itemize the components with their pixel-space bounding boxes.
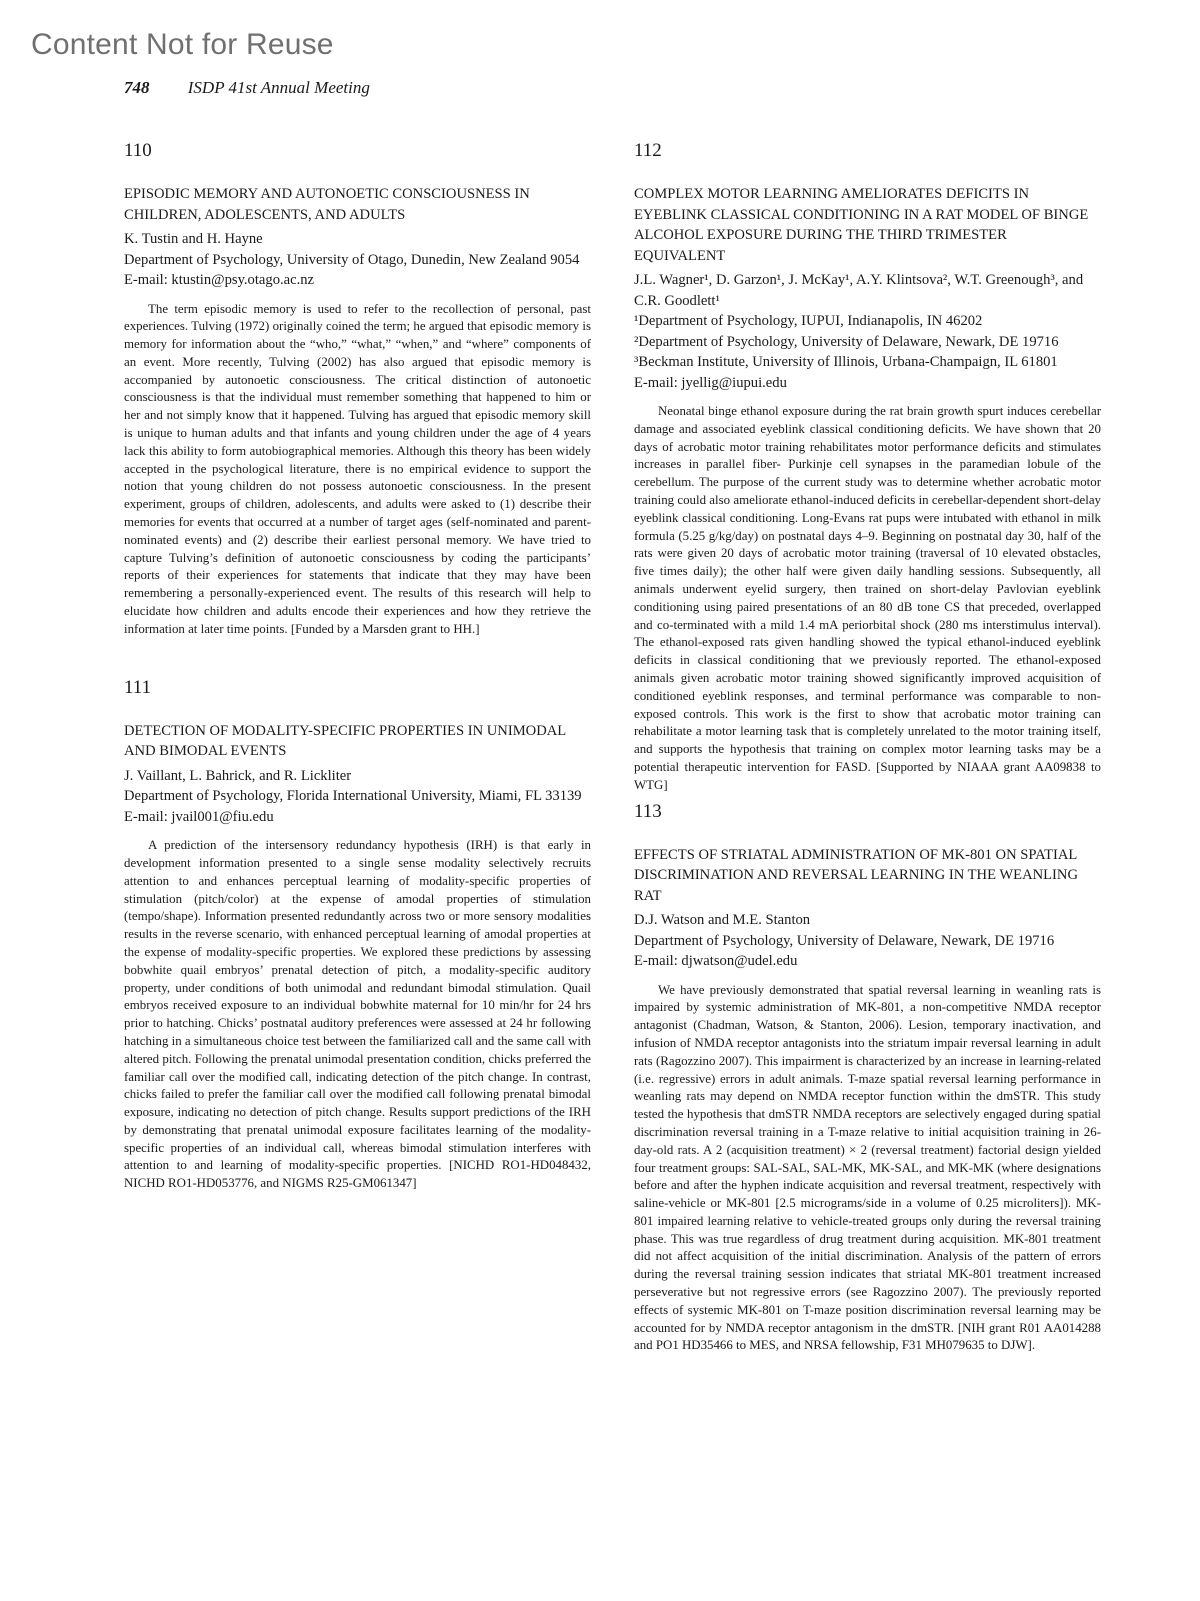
abstract-number: 112 [634, 140, 662, 161]
abstract-title: COMPLEX MOTOR LEARNING AMELIORATES DEFICITS IN EYEBLINK CLASSICAL CONDITIONING IN A RAT MODEL OF BINGE ALCOHOL EXPOSURE DURING THE THIRD TRIMESTER EQUIVALENT [634, 186, 1089, 264]
abstract-body: A prediction of the intersensory redundancy hypothesis (IRH) is that early in development information presented to a single sense modality selectively recruits attention to and enhances perceptual learning of modality-specific properties of stimulation (pitch/color) at the expense of amodal properties of stimulation (tempo/shape). Information presented redundantly across two or more sensory modalities results in the reverse scenario, with enhanced perceptual learning of amodal properties at the expense of modality-specific properties. We explored these predictions by assessing bobwhite quail embryos’ prenatal detection of pitch, a modality-specific auditory property, under conditions of both unimodal and redundant bimodal stimulation. Quail embryos received exposure to an individual bobwhite maternal for 10 min/hr for 24 hrs prior to hatching. Chicks’ postnatal auditory preferences were assessed at 24 hr following hatching in a simultaneous choice test between the familiarized call and the same call with altered pitch. Following the prenatal unimodal presentation condition, chicks preferred the familiar call over the modified call, indicating detection of the pitch change. In contrast, chicks failed to prefer the familiar call over the modified call following prenatal bimodal exposure, indicating no detection of pitch change. Results support predictions of the IRH by demonstrating that prenatal unimodal exposure facilitates learning of the modality-specific properties of an individual call, whereas bimodal stimulation interferes with attention to and learning of modality-specific properties. [NICHD RO1-HD048432, NICHD RO1-HD053776, and NIGMS R25-GM061347] [124, 838, 591, 1191]
abstract-113 [634, 801, 1101, 1356]
abstract-email: E-mail: jyellig@iupui.edu [634, 374, 787, 391]
abstract-authors: J.L. Wagner¹, D. Garzon¹, J. McKay¹, A.Y. Klintsova², W.T. Greenough³, and C.R. Goodlett¹ [634, 272, 1084, 309]
abstract-body: Neonatal binge ethanol exposure during the rat brain growth spurt induces cerebellar damage and associated eyeblink classical conditioning deficits. We have shown that 20 days of acrobatic motor training rehabilitates motor performance deficits and stimulates increases in parallel fiber- Purkinje cell synapses in the paramedian lobule of the cerebellum. The purpose of the current study was to determine whether acrobatic motor training could also ameliorate ethanol-induced deficits in cerebellar-dependent short-delay eyeblink classical conditioning. Long-Evans rat pups were intubated with ethanol in milk formula (5.25 g/kg/day) on postnatal days 4–9. Beginning on postnatal day 30, half of the rats were given 20 days of acrobatic motor training (traversal of 10 elevated obstacles, five times daily); the other half were given daily handling sessions. Subsequently, all animals underwent eyelid surgery, then trained on short-delay Pavlovian eyeblink conditioning using paired presentations of an 80 dB tone CS that preceded, overlapped and co-terminated with a mild 1.4 mA periorbital shock (280 ms interstimulus interval). The ethanol-exposed rats given handling showed the typical ethanol-induced eyeblink deficits in classical conditioning that we previously reported. The ethanol-exposed animals given acrobatic motor training showed significantly improved acquisition of conditioned eyeblink responses, and terminal performance was comparable to non-exposed controls. This work is the first to show that acrobatic motor training can rehabilitate a motor learning task that is completely unrelated to the motor training itself, and supports the hypothesis that training on complex motor learning tasks may be a potential therapeutic intervention for FASD. [Supported by NIAAA grant AA09838 to WTG] [634, 404, 1101, 792]
abstract-number: 110 [124, 140, 152, 161]
abstract-number: 111 [124, 676, 152, 698]
abstract-title: EFFECTS OF STRIATAL ADMINISTRATION OF MK-801 ON SPATIAL DISCRIMINATION AND REVERSAL LEARNING IN THE WEANLING RAT [634, 846, 1078, 904]
abstract-authors: K. Tustin and H. Hayne [124, 231, 263, 247]
abstract-112 [634, 140, 1101, 795]
abstract-body: We have previously demonstrated that spatial reversal learning in weanling rats is impaired by systemic administration of MK-801, a non-competitive NMDA receptor antagonist (Chadman, Watson, & Stanton, 2006). Lesion, temporary inactivation, and infusion of NMDA receptor antagonists into the striatum impair reversal learning in adult rats (Ragozzino 2007). This impairment is characterized by an increase in learning-related (i.e. regressive) errors in adult animals. T-maze spatial reversal learning performance in weanling rats may depend on NMDA receptor function within the dmSTR. This study tested the hypothesis that dmSTR NMDA receptors are selectively engaged during spatial discrimination reversal training in a T-maze relative to initial acquisition training in 26-day-old rats. A 2 (acquisition treatment) × 2 (reversal treatment) factorial design yielded four treatment groups: SAL-SAL, SAL-MK, MK-SAL, and MK-MK (where designations before and after the hyphen indicate acquisition and reversal treatment, respectively with saline-vehicle or MK-801 [2.5 micrograms/side in a volume of 0.25 microliters]). MK-801 impaired learning relative to vehicle-treated groups only during the reversal training phase. This was true regardless of drug treatment during acquisition. MK-801 treatment did not affect acquisition of the initial discrimination. Analysis of the pattern of errors during the reversal training session indicates that striatal MK-801 treatment increased perseverative but not regressive errors (see Ragozzino 2007). The previously reported effects of systemic MK-801 on T-maze position discrimination reversal learning may be accounted for by NMDA receptor antagonism in the dmSTR. [NIH grant R01 AA014288 and PO1 HD35466 to MES, and NRSA fellowship, F31 MH079635 to DJW]. [634, 982, 1101, 1353]
watermark: Content Not for Reuse [31, 28, 334, 61]
abstract-110 [124, 140, 591, 639]
abstract-authors: D.J. Watson and M.E. Stanton [634, 912, 811, 929]
abstract-email: E-mail: ktustin@psy.otago.ac.nz [124, 272, 315, 288]
abstract-title: DETECTION OF MODALITY-SPECIFIC PROPERTIES IN UNIMODAL AND BIMODAL EVENTS [124, 722, 566, 760]
abstract-affiliation: Department of Psychology, University of Otago, Dunedin, New Zealand 9054 [124, 251, 580, 268]
abstract-body: The term episodic memory is used to refer to the recollection of personal, past experiences. Tulving (1972) originally coined the term; he argued that episodic memory is memory for information about the “who,” “what,” “when,” and “where” components of an event. More recently, Tulving (2002) has also argued that episodic memory is accompanied by autonoetic consciousness. The critical distinction of autonoetic consciousness is that the individual must remember something that happened to him or her and not simply know that it happened. Tulving has argued that episodic memory skill is unique to human adults and that infants and young children under the age of 4 years lack this ability to form autobiographical memories. Although this theory has been widely accepted in the psychological literature, there is no empirical evidence to support the notion that young children do not possess autonoetic consciousness. In the present experiment, groups of children, adolescents, and adults were asked to (1) describe their memories for events that occurred at a number of target ages (self-nominated and parent-nominated events) and (2) describe their earliest personal memory. We have tried to capture Tulving’s definition of autonoetic consciousness by coding the participants’ reports of their experiences for statements that indicate that they may have been remembering a personally-experienced event. The results of this research will help to elucidate how children and adults encode their experiences and how they retrieve the information at later time points. [Funded by a Marsden grant to HH.] [124, 301, 591, 636]
running-head [124, 78, 370, 98]
abstract-email: E-mail: djwatson@udel.edu [634, 953, 798, 970]
abstract-affiliation: ³Beckman Institute, University of Illinois, Urbana-Champaign, IL 61801 [634, 354, 1058, 370]
abstract-authors: J. Vaillant, L. Bahrick, and R. Lickliter [124, 767, 352, 784]
journal-title: ISDP 41st Annual Meeting [187, 78, 370, 97]
left-column [124, 140, 591, 1193]
abstract-111 [124, 677, 591, 1193]
abstract-affiliation: ²Department of Psychology, University of Delaware, Newark, DE 19716 [634, 333, 1059, 350]
abstract-email: E-mail: jvail001@fiu.edu [124, 808, 274, 825]
page-number: 748 [124, 78, 150, 97]
abstract-affiliation: Department of Psychology, University of Delaware, Newark, DE 19716 [634, 932, 1055, 949]
abstract-number: 113 [634, 800, 662, 822]
abstract-affiliation: ¹Department of Psychology, IUPUI, Indianapolis, IN 46202 [634, 313, 983, 329]
abstract-affiliation: Department of Psychology, Florida International University, Miami, FL 33139 [124, 788, 582, 805]
right-column [634, 140, 1101, 1355]
abstract-title: EPISODIC MEMORY AND AUTONOETIC CONSCIOUSNESS IN CHILDREN, ADOLESCENTS, AND ADULTS [124, 186, 530, 223]
